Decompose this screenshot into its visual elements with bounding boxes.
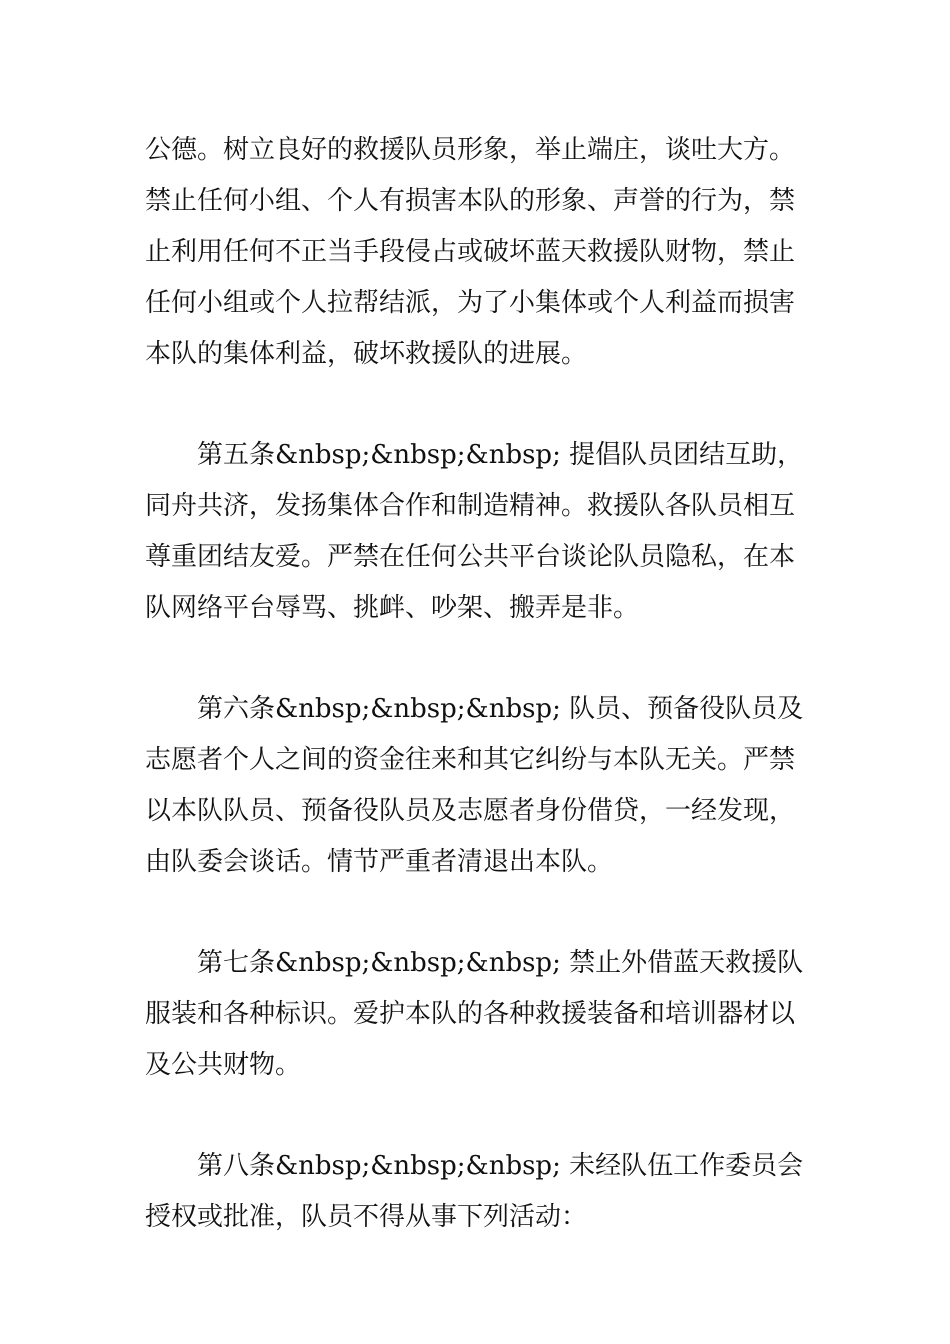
paragraph-1: 公德。树立良好的救援队员形象，举止端庄，谈吐大方。禁止任何小组、个人有损害本队的形象、声誉的行为，禁止利用任何不正当手段侵占或破坏蓝天救援队财物，禁止任何小组或个人拉帮结派，为了小集体或个人利益而损害本队的集体利益，破坏救援队的进展。 xyxy=(145,135,796,369)
document-body xyxy=(145,125,815,1293)
paragraph-article-7: 第七条&nbsp;&nbsp;&nbsp; 禁止外借蓝天救援队服装和各种标识。爱护本队的各种救援装备和培训器材以及公共财物。 xyxy=(145,948,804,1080)
paragraph-article-5: 第五条&nbsp;&nbsp;&nbsp; 提倡队员团结互助，同舟共济，发扬集体合作和制造精神。救援队各队员相互尊重团结友爱。严禁在任何公共平台谈论队员隐私，在本队网络平台辱骂、挑衅、吵架、搬弄是非。 xyxy=(145,440,804,623)
paragraph-article-8: 第八条&nbsp;&nbsp;&nbsp; 未经队伍工作委员会授权或批准，队员不得从事下列活动： xyxy=(145,1151,804,1232)
paragraph-article-6: 第六条&nbsp;&nbsp;&nbsp; 队员、预备役队员及志愿者个人之间的资金往来和其它纠纷与本队无关。严禁以本队队员、预备役队员及志愿者身份借贷，一经发现，由队委会谈话。情节严重者清退出本队。 xyxy=(145,694,804,877)
